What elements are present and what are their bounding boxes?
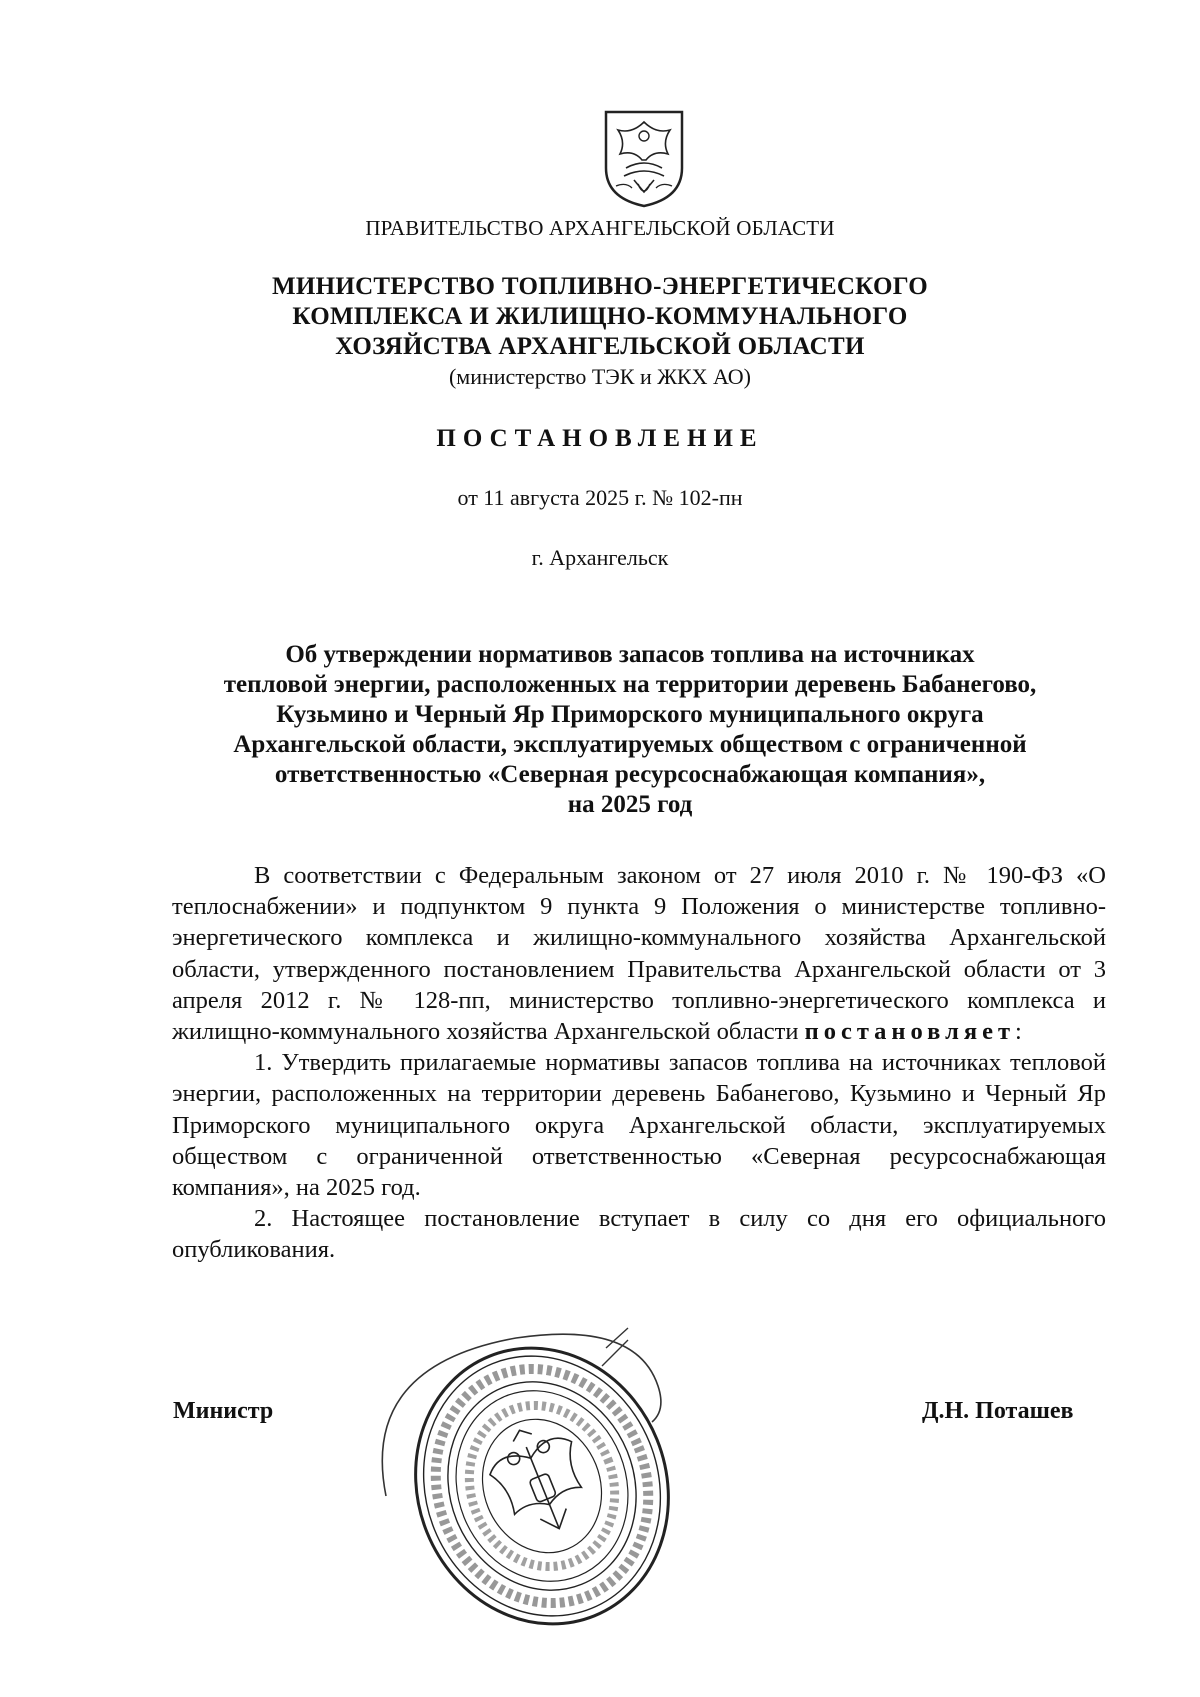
title-line: Об утверждении нормативов запасов топлива на источниках <box>285 641 975 668</box>
official-seal-icon <box>366 1326 676 1646</box>
government-name: ПРАВИТЕЛЬСТВО АРХАНГЕЛЬСКОЙ ОБЛАСТИ <box>365 216 835 240</box>
document-title <box>150 640 1110 820</box>
document-date-number: от 11 августа 2025 г. № 102-пн <box>457 485 743 510</box>
preamble-text: В соответствии с Федеральным законом от 27 июля 2010 г. № 190-ФЗ «О теплоснабжении» и подпунктом 9 пункта 9 Положения о министерстве топливно-энергетического комплекса и жилищно-коммунального хозяйства Архангельской области, утвержденного постановлением Правительства Архангельской области от 3 апреля 2012 г. № 128-пп, министерство топливно-энергетического комплекса и жилищно-коммунального хозяйства Архангельской области <box>172 862 1106 1046</box>
document-city: г. Архангельск <box>531 545 669 570</box>
arkhangelsk-coat-of-arms-icon <box>596 106 692 210</box>
ministry-line: КОМПЛЕКСА И ЖИЛИЩНО-КОММУНАЛЬНОГО <box>292 303 908 330</box>
ministry-abbreviation: (министерство ТЭК и ЖКХ АО) <box>448 364 752 389</box>
item-1: 1. Утвердить прилагаемые нормативы запасов топлива на источниках тепловой энергии, расположенных на территории деревень Бабанегово, Кузьмино и Черный Яр Приморского муниципального округа Архангельской области, эксплуатируемых обществом с ограниченной ответственностью «Северная ресурсоснабжающая компания», на 2025 год. <box>172 1049 1106 1202</box>
decree-word: постановляет <box>804 1018 1015 1046</box>
preamble-paragraph <box>172 860 1106 1047</box>
signatory-name: Д.Н. Поташев <box>922 1398 1074 1424</box>
title-line: Архангельской области, эксплуатируемых обществом с ограниченной <box>233 731 1027 758</box>
title-line: ответственностью «Северная ресурсоснабжающая компания», <box>274 761 986 788</box>
signatory-role: Министр <box>173 1398 274 1424</box>
ministry-name <box>0 272 1200 362</box>
title-line: тепловой энергии, расположенных на территории деревень Бабанегово, <box>223 671 1037 698</box>
decree-colon: : <box>1015 1018 1022 1046</box>
ministry-line: ХОЗЯЙСТВА АРХАНГЕЛЬСКОЙ ОБЛАСТИ <box>335 333 865 360</box>
ministry-line: МИНИСТЕРСТВО ТОПЛИВНО-ЭНЕРГЕТИЧЕСКОГО <box>271 273 929 300</box>
title-line: на 2025 год <box>567 791 693 818</box>
document-type: ПОСТАНОВЛЕНИЕ <box>436 425 764 452</box>
item-2: 2. Настоящее постановление вступает в силу со дня его официального опубликования. <box>172 1205 1106 1264</box>
title-line: Кузьмино и Черный Яр Приморского муниципального округа <box>276 701 984 728</box>
document-body <box>172 860 1106 1266</box>
